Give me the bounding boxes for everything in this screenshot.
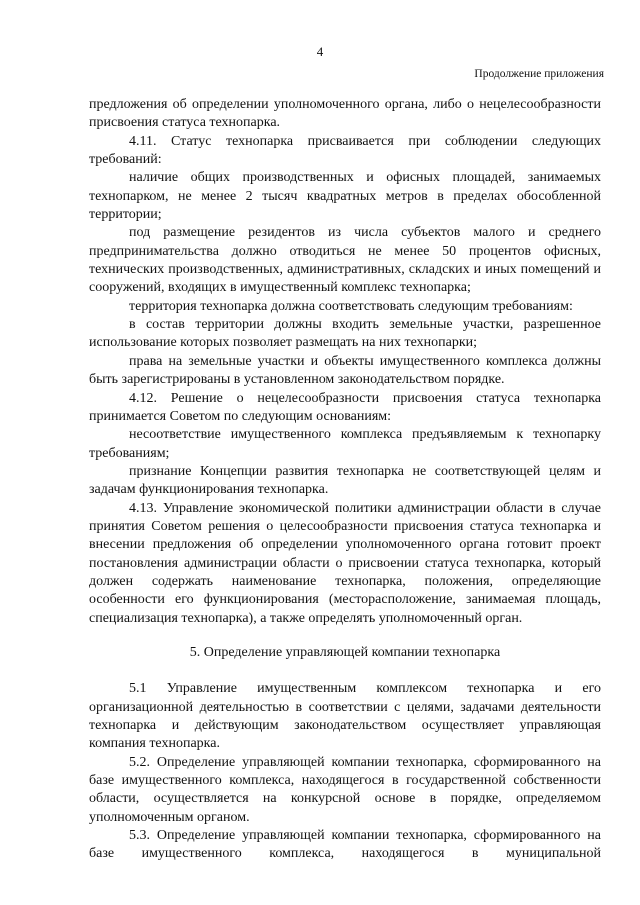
paragraph-property-rights: права на земельные участки и объекты имущественного комплекса должны быть зарегистрированы в установленном законодательством порядке. (89, 353, 601, 388)
paragraph-5-2: 5.2. Определение управляющей компании технопарка, сформированного на базе имущественного комплекса, находящегося в государственной собственности области, осуществляется на конкурсной основе в порядке, определяемом уполномоченным органом. (89, 754, 601, 825)
page-number: 4 (316, 44, 324, 59)
paragraph-land-plots: в состав территории должны входить земельные участки, разрешенное использование которых позволяет размещать на них технопарки; (89, 317, 601, 351)
continuation-note: Продолжение приложения (474, 68, 604, 80)
paragraph-5-3: 5.3. Определение управляющей компании технопарка, сформированного на базе имущественного комплекса, находящегося в муниципальной (89, 828, 601, 862)
section-5-heading: 5. Определение управляющей компании технопарка (189, 644, 501, 660)
paragraph-intro: предложения об определении уполномоченного органа, либо о нецелесообразности присвоения статуса технопарка. (89, 97, 601, 131)
paragraph-concept: признание Концепции развития технопарка не соответствующей целям и задачам функционирования технопарка. (89, 463, 601, 498)
paragraph-4-11: 4.11. Статус технопарка присваивается при соблюдении следующих требований: (89, 133, 601, 168)
paragraph-4-12: 4.12. Решение о нецелесообразности присвоения статуса технопарка принимается Советом по следующим основаниям: (89, 390, 601, 424)
paragraph-5-1: 5.1 Управление имущественным комплексом технопарка и его организационной деятельностью в соответствии с целями, задачами деятельности технопарка и действующим законодательством осуществляет управляющая компания технопарка. (89, 681, 601, 752)
paragraph-4-13: 4.13. Управление экономической политики администрации области в случае принятия Советом решения о целесообразности присвоения статуса технопарка и внесении предложения об определении уполномоченного органа готовит проект постановления администрации области о присвоении статуса технопарка, который должен содержать наименование технопарка, положения, определяющие особенности его функционирования (месторасположение, занимаемая площадь, специализация технопарка), а также определять уполномоченный орган. (89, 500, 601, 626)
paragraph-residents-requirement: под размещение резидентов из числа субъектов малого и среднего предпринимательства должно отводиться не менее 50 процентов офисных, технических производственных, административных, складских и иных помещений и сооружений, входящих в имущественный комплекс технопарка; (89, 225, 601, 296)
paragraph-area-requirement: наличие общих производственных и офисных площадей, занимаемых технопарком, не менее 2 тысяч квадратных метров в пределах обособленной территории; (89, 170, 601, 223)
document-body (89, 96, 601, 864)
paragraph-mismatch: несоответствие имущественного комплекса предъявляемым к технопарку требованиям; (89, 427, 601, 461)
paragraph-territory-requirement: территория технопарка должна соответствовать следующим требованиям: (129, 298, 573, 314)
